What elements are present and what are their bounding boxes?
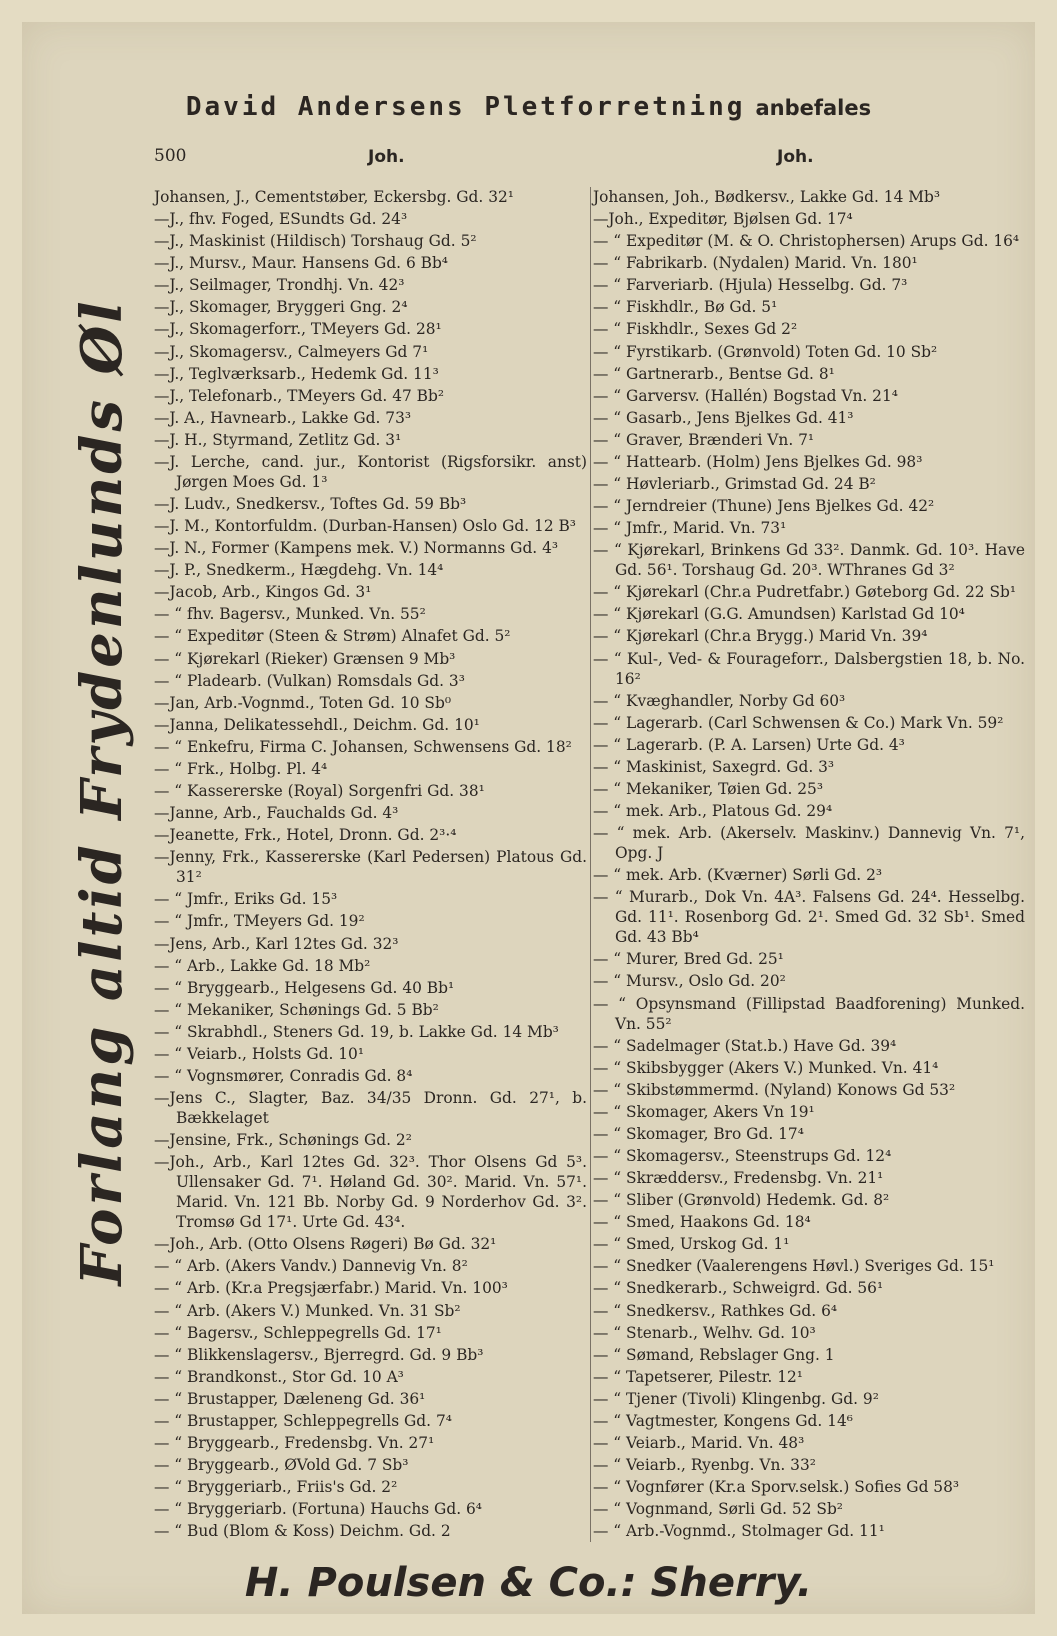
directory-entry: —J., Seilmager, Trondhj. Vn. 42³	[154, 276, 405, 295]
directory-entry: — “ Skomager, Akers Vn 19¹	[593, 1102, 815, 1121]
directory-entry: — “ Gasarb., Jens Bjelkes Gd. 41³	[593, 408, 854, 427]
directory-entry: — “ Arb. (Akers V.) Munked. Vn. 31 Sb²	[154, 1301, 461, 1320]
directory-entry: — “ Skræddersv., Fredensbg. Vn. 21¹	[593, 1169, 884, 1188]
directory-entry: —Jens, Arb., Karl 12tes Gd. 32³	[154, 934, 399, 953]
directory-entry: — “ Fyrstikarb. (Grønvold) Toten Gd. 10 Sb²	[593, 342, 938, 361]
directory-entry: —J. Ludv., Snedkersv., Toftes Gd. 59 Bb³	[154, 495, 467, 514]
directory-entry: — “ Kjørekarl (Chr.a Brygg.) Marid Vn. 39⁴	[593, 627, 928, 646]
directory-entry: —J., Mursv., Maur. Hansens Gd. 6 Bb⁴	[154, 254, 448, 273]
directory-entry: —Jeanette, Frk., Hotel, Dronn. Gd. 2³·⁴	[154, 826, 457, 845]
directory-entry: — “ Mekaniker, Tøien Gd. 25³	[593, 779, 823, 798]
directory-entry: — “ fhv. Bagersv., Munked. Vn. 55²	[154, 605, 426, 624]
directory-entry: — “ Blikkenslagersv., Bjerregrd. Gd. 9 Bb³	[154, 1345, 484, 1364]
banner-advert: David Andersens Pletforretning	[185, 92, 746, 122]
directory-entry: — “ Fiskhdlr., Bø Gd. 5¹	[593, 298, 778, 317]
directory-entry: — “ Lagerarb. (Carl Schwensen & Co.) Mark Vn. 59²	[593, 713, 1004, 732]
directory-entry: — “ Arb. (Kr.a Pregsjærfabr.) Marid. Vn. 100³	[154, 1279, 508, 1298]
directory-entry: — “ Bagersv., Schleppegrells Gd. 17¹	[154, 1323, 442, 1342]
directory-entry: — “ Brustapper, Schleppegrells Gd. 7⁴	[154, 1411, 452, 1430]
directory-entry: — “ Høvleriarb., Grimstad Gd. 24 B²	[593, 475, 876, 494]
directory-entry: — “ Bryggearb., Fredensbg. Vn. 27¹	[154, 1433, 435, 1452]
directory-page	[22, 22, 1035, 1614]
directory-entry: —Jan, Arb.-Vognmd., Toten Gd. 10 Sb⁰	[154, 693, 451, 712]
directory-entry: — “ Kul-, Ved- & Fourageforr., Dalsbergstien 18, b. No. 16²	[593, 649, 1025, 688]
directory-entry: — “ Bud (Blom & Koss) Deichm. Gd. 2	[154, 1522, 451, 1541]
directory-entry: — “ Arb.-Vognmd., Stolmager Gd. 11¹	[593, 1522, 885, 1541]
footer-advert: H. Poulsen & Co.: Sherry.	[244, 1560, 813, 1606]
directory-entry: —J., Maskinist (Hildisch) Torshaug Gd. 5²	[154, 232, 477, 251]
directory-entry: — “ Skomagersv., Steenstrups Gd. 12⁴	[593, 1146, 892, 1165]
directory-entry: — “ Lagerarb. (P. A. Larsen) Urte Gd. 4³	[593, 735, 905, 754]
directory-entry: —J., Skomager, Bryggeri Gng. 2⁴	[154, 298, 408, 317]
directory-entry: — “ Vognmand, Sørli Gd. 52 Sb²	[593, 1500, 843, 1519]
directory-entry: — “ Veiarb., Ryenbg. Vn. 33²	[593, 1456, 816, 1475]
directory-entry: — “ Mekaniker, Schønings Gd. 5 Bb²	[154, 1000, 439, 1019]
directory-entry: — “ Sliber (Grønvold) Hedemk. Gd. 8²	[593, 1191, 890, 1210]
directory-entry: —J., Telefonarb., TMeyers Gd. 47 Bb²	[154, 386, 445, 405]
directory-entry: —J. N., Former (Kampens mek. V.) Normanns Gd. 4³	[154, 539, 559, 558]
directory-entry: —J. A., Havnearb., Lakke Gd. 73³	[154, 408, 412, 427]
directory-entry: — “ Smed, Urskog Gd. 1¹	[593, 1235, 790, 1254]
header-banner	[44, 92, 1013, 122]
directory-entry: —Joh., Arb., Karl 12tes Gd. 32³. Thor Olsens Gd 5³. Ullensaker Gd. 7¹. Høland Gd. 30². Marid. Vn. 57¹. Marid. Vn. 121 Bb. Norby Gd. 9 Norderhov Gd. 3². Tromsø Gd 17¹. Urte Gd. 43⁴.	[154, 1153, 587, 1232]
directory-entry: — “ Farveriarb. (Hjula) Hesselbg. Gd. 7³	[593, 276, 908, 295]
directory-entry: — “ Kjørekarl, Brinkens Gd 33². Danmk. Gd. 10³. Have Gd. 56¹. Torshaug Gd. 20³. WThranes Gd 3²	[593, 541, 1025, 580]
directory-entry: — “ Mursv., Oslo Gd. 20²	[593, 972, 786, 991]
directory-entry: —Jensine, Frk., Schønings Gd. 2²	[154, 1131, 412, 1150]
directory-entry: — “ Sadelmager (Stat.b.) Have Gd. 39⁴	[593, 1036, 897, 1055]
directory-entry: — “ mek. Arb. (Akerselv. Maskinv.) Dannevig Vn. 7¹, Opg. J	[593, 824, 1025, 863]
directory-entry: — “ Vognfører (Kr.a Sporv.selsk.) Sofies Gd 58³	[593, 1478, 960, 1497]
page-number: 500	[154, 146, 187, 166]
column-divider	[590, 187, 591, 1542]
directory-entry: — “ Expeditør (M. & O. Christophersen) Arups Gd. 16⁴	[593, 232, 1020, 251]
directory-entry: — “ Opsynsmand (Fillipstad Baadforening) Munked. Vn. 55²	[593, 994, 1025, 1033]
directory-entry: — “ Snedkerarb., Schweigrd. Gd. 56¹	[593, 1279, 884, 1298]
directory-entry: — “ Jerndreier (Thune) Jens Bjelkes Gd. 42²	[593, 497, 935, 516]
directory-entry: — “ Skibsbygger (Akers V.) Munked. Vn. 41⁴	[593, 1058, 939, 1077]
directory-entry: — “ Kvæghandler, Norby Gd 60³	[593, 691, 846, 710]
directory-entry: — “ Snedker (Vaalerengens Høvl.) Sveriges Gd. 15¹	[593, 1257, 995, 1276]
directory-entry: — “ Jmfr., TMeyers Gd. 19²	[154, 912, 365, 931]
directory-entry: — “ Fiskhdlr., Sexes Gd 2²	[593, 320, 798, 339]
directory-entry: — “ Skomager, Bro Gd. 17⁴	[593, 1124, 804, 1143]
directory-entry: — “ Kjørekarl (G.G. Amundsen) Karlstad Gd 10⁴	[593, 605, 965, 624]
left-column-head: Joh.	[368, 147, 405, 167]
right-column	[593, 187, 1025, 1542]
directory-entry: — “ Bryggeriarb. (Fortuna) Hauchs Gd. 6⁴	[154, 1500, 482, 1519]
directory-entry: — “ Arb., Lakke Gd. 18 Mb²	[154, 956, 371, 975]
left-column	[154, 187, 587, 1542]
directory-entry: — “ Bryggeriarb., Friis's Gd. 2²	[154, 1478, 398, 1497]
directory-entry: —J. P., Snedkerm., Hægdehg. Vn. 14⁴	[154, 561, 444, 580]
directory-entry: — “ Gartnerarb., Bentse Gd. 8¹	[593, 364, 835, 383]
directory-entry: — “ mek. Arb. (Kværner) Sørli Gd. 2³	[593, 866, 883, 885]
directory-entry: —Janna, Delikatessehdl., Deichm. Gd. 10¹	[154, 715, 480, 734]
directory-entry: Johansen, Joh., Bødkersv., Lakke Gd. 14 Mb³	[593, 188, 941, 206]
directory-entry: — “ Hattearb. (Holm) Jens Bjelkes Gd. 98³	[593, 452, 923, 471]
side-advert-text: Forlang altid Frydenlunds Øl	[69, 298, 135, 1286]
directory-entry: —J., Teglværksarb., Hedemk Gd. 11³	[154, 364, 439, 383]
directory-entry: — “ Arb. (Akers Vandv.) Dannevig Vn. 8²	[154, 1257, 468, 1276]
directory-entry: — “ mek. Arb., Platous Gd. 29⁴	[593, 802, 833, 821]
directory-entry: — “ Tjener (Tivoli) Klingenbg. Gd. 9²	[593, 1389, 879, 1408]
directory-entry: — “ Kjørekarl (Chr.a Pudretfabr.) Gøteborg Gd. 22 Sb¹	[593, 583, 1017, 602]
directory-entry: — “ Tapetserer, Pilestr. 12¹	[593, 1367, 803, 1386]
directory-entry: —Joh., Expeditør, Bjølsen Gd. 17⁴	[593, 210, 853, 229]
directory-entry: — “ Stenarb., Welhv. Gd. 10³	[593, 1323, 816, 1342]
directory-entry: — “ Graver, Brænderi Vn. 7¹	[593, 430, 815, 449]
directory-entry: — “ Snedkersv., Rathkes Gd. 6⁴	[593, 1301, 838, 1320]
right-column-head: Joh.	[777, 147, 814, 167]
directory-entry: — “ Kjørekarl (Rieker) Grænsen 9 Mb³	[154, 649, 456, 668]
directory-entry: Johansen, J., Cementstøber, Eckersbg. Gd. 32¹	[154, 188, 514, 206]
directory-entry: — “ Murarb., Dok Vn. 4A³. Falsens Gd. 24⁴. Hesselbg. Gd. 11¹. Rosenborg Gd. 2¹. Smed Gd. 32 Sb¹. Smed Gd. 43 Bb⁴	[593, 888, 1025, 947]
directory-entry: — “ Smed, Haakons Gd. 18⁴	[593, 1213, 811, 1232]
directory-entry: — “ Fabrikarb. (Nydalen) Marid. Vn. 180¹	[593, 254, 918, 273]
directory-entry: —Jacob, Arb., Kingos Gd. 3¹	[154, 583, 372, 602]
directory-entry: —Jens C., Slagter, Baz. 34/35 Dronn. Gd. 27¹, b. Bækkelaget	[154, 1089, 587, 1128]
directory-entry: — “ Skrabhdl., Steners Gd. 19, b. Lakke Gd. 14 Mb³	[154, 1022, 559, 1041]
directory-entry: —Janne, Arb., Fauchalds Gd. 4³	[154, 804, 399, 823]
directory-entry: — “ Veiarb., Holsts Gd. 10¹	[154, 1044, 365, 1063]
directory-entry: — “ Jmfr., Eriks Gd. 15³	[154, 890, 338, 909]
directory-entry: — “ Vagtmester, Kongens Gd. 14⁶	[593, 1411, 853, 1430]
directory-entry: — “ Frk., Holbg. Pl. 4⁴	[154, 759, 328, 778]
directory-entry: — “ Skibstømmermd. (Nyland) Konows Gd 53²	[593, 1080, 956, 1099]
directory-entry: — “ Murer, Bred Gd. 25¹	[593, 950, 784, 969]
directory-entry: —J., Skomagersv., Calmeyers Gd 7¹	[154, 342, 429, 361]
directory-entry: —J. H., Styrmand, Zetlitz Gd. 3¹	[154, 430, 402, 449]
directory-entry: —J. Lerche, cand. jur., Kontorist (Rigsforsikr. anst) Jørgen Moes Gd. 1³	[154, 452, 587, 491]
directory-entry: — “ Sømand, Rebslager Gng. 1	[593, 1345, 835, 1364]
directory-entry: —Joh., Arb. (Otto Olsens Røgeri) Bø Gd. 32¹	[154, 1235, 497, 1254]
directory-entry: —J. M., Kontorfuldm. (Durban-Hansen) Oslo Gd. 12 B³	[154, 517, 576, 536]
banner-advert-suffix: anbefales	[755, 96, 872, 120]
directory-entry: — “ Bryggearb., Helgesens Gd. 40 Bb¹	[154, 978, 455, 997]
directory-entry: — “ Garversv. (Hallén) Bogstad Vn. 21⁴	[593, 386, 898, 405]
directory-entry: — “ Brustapper, Dæleneng Gd. 36¹	[154, 1389, 426, 1408]
directory-entry: — “ Pladearb. (Vulkan) Romsdals Gd. 3³	[154, 671, 465, 690]
directory-entry: — “ Jmfr., Marid. Vn. 73¹	[593, 519, 787, 538]
directory-entry: —Jenny, Frk., Kassererske (Karl Pedersen) Platous Gd. 31²	[154, 848, 587, 887]
directory-entry: — “ Expeditør (Steen & Strøm) Alnafet Gd. 5²	[154, 627, 511, 646]
directory-entry: — “ Brandkonst., Stor Gd. 10 A³	[154, 1367, 404, 1386]
directory-entry: — “ Maskinist, Saxegrd. Gd. 3³	[593, 757, 835, 776]
directory-entry: — “ Enkefru, Firma C. Johansen, Schwensens Gd. 18²	[154, 737, 572, 756]
directory-entry: — “ Bryggearb., ØVold Gd. 7 Sb³	[154, 1456, 409, 1475]
directory-entry: — “ Kassererske (Royal) Sorgenfri Gd. 38¹	[154, 782, 485, 801]
directory-entry: — “ Veiarb., Marid. Vn. 48³	[593, 1433, 805, 1452]
directory-entry: —J., fhv. Foged, ESundts Gd. 24³	[154, 210, 408, 229]
directory-entry: —J., Skomagerforr., TMeyers Gd. 28¹	[154, 320, 442, 339]
directory-entry: — “ Vognsmører, Conradis Gd. 8⁴	[154, 1066, 413, 1085]
